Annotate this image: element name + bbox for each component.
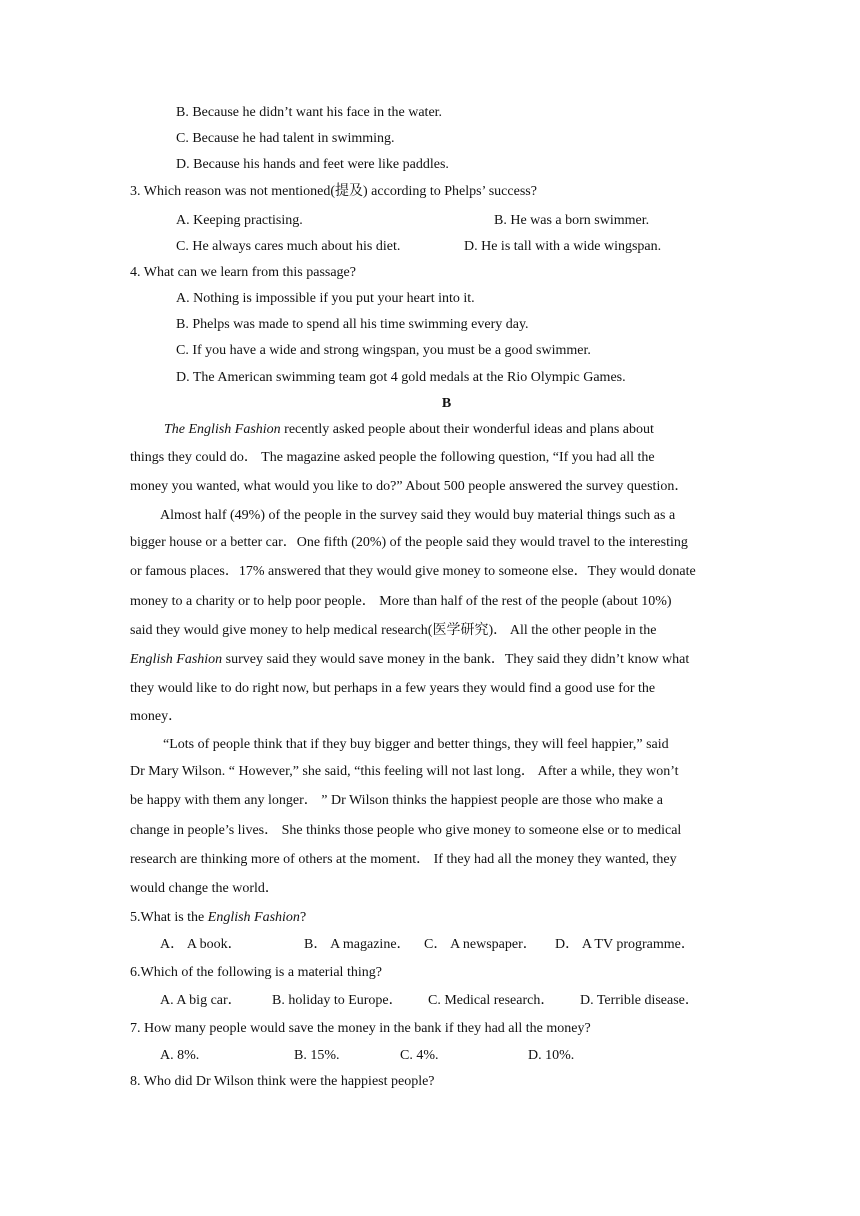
paragraph3-line3: be happy with them any longer． ” Dr Wilson thinks the happiest people are those who make a — [130, 793, 663, 808]
paragraph3-line4: change in people’s lives． She thinks those people who give money to someone else or to medical — [130, 823, 682, 838]
paragraph2-line7: they would like to do right now, but perhaps in a few years they would find a good use for the — [130, 681, 656, 696]
q5-option-c: C． A newspaper． — [424, 937, 537, 952]
q4-option-b: B. Phelps was made to spend all his time swimming every day. — [176, 317, 529, 332]
paragraph2-line4: money to a charity or to help poor people． More than half of the rest of the people (about 10%) — [130, 594, 672, 609]
q3-option-a: A. Keeping practising. — [176, 213, 303, 228]
paragraph3-line1: “Lots of people think that if they buy bigger and better things, they will feel happier,” said — [163, 737, 669, 752]
paragraph1-line2: things they could do． The magazine asked people the following question, “If you had all the — [130, 450, 655, 465]
q2-option-d: D. Because his hands and feet were like paddles. — [176, 157, 449, 172]
q5-option-a: A． A book． — [160, 937, 242, 952]
q5-option-d: D． A TV programme． — [555, 937, 695, 952]
paragraph2-line3: or famous places．17% answered that they would give money to someone else．They would donate — [130, 564, 696, 579]
q4-option-a: A. Nothing is impossible if you put your heart into it. — [176, 291, 475, 306]
q2-option-b: B. Because he didn’t want his face in the water. — [176, 105, 443, 120]
paragraph2-line6: English Fashion survey said they would save money in the bank．They said they didn’t know what — [130, 652, 690, 667]
paragraph3-line5: research are thinking more of others at the moment． If they had all the money they wanted, they — [130, 852, 677, 867]
paragraph2-line2: bigger house or a better car．One fifth (20%) of the people said they would travel to the interesting — [130, 535, 688, 550]
q5-option-b: B． A magazine． — [304, 937, 411, 952]
magazine-title: The English Fashion — [164, 422, 281, 437]
q3-option-b: B. He was a born swimmer. — [494, 213, 650, 228]
q2-option-c: C. Because he had talent in swimming. — [176, 131, 395, 146]
q7-option-c: C. 4%. — [400, 1048, 439, 1063]
paragraph2-line1: Almost half (49%) of the people in the survey said they would buy material things such as a — [160, 508, 676, 523]
q5-stem: 5.What is the English Fashion? — [130, 910, 307, 925]
q7-option-b: B. 15%. — [294, 1048, 340, 1063]
q7-option-a: A. 8%. — [160, 1048, 200, 1063]
section-heading: B — [441, 396, 452, 411]
paragraph3-line6: would change the world． — [130, 881, 279, 896]
paragraph2-line5: said they would give money to help medical research(医学研究)． All the other people in the — [130, 623, 657, 638]
paragraph1-line3: money you wanted, what would you like to do?” About 500 people answered the survey question． — [130, 479, 689, 494]
q3-option-c: C. He always cares much about his diet. — [176, 239, 401, 254]
q3-option-d: D. He is tall with a wide wingspan. — [464, 239, 662, 254]
paragraph3-line2: Dr Mary Wilson. “ However,” she said, “this feeling will not last long． After a while, they won’t — [130, 764, 679, 779]
q6-option-a: A. A big car． — [160, 993, 242, 1008]
q6-option-c: C. Medical research． — [428, 993, 555, 1008]
paragraph2-line8: money． — [130, 709, 183, 724]
paragraph1-line1: The English Fashion recently asked people about their wonderful ideas and plans about — [164, 422, 654, 437]
q4-stem: 4. What can we learn from this passage? — [130, 265, 356, 280]
q8-stem: 8. Who did Dr Wilson think were the happiest people? — [130, 1074, 435, 1089]
q6-option-b: B. holiday to Europe． — [272, 993, 403, 1008]
q6-option-d: D. Terrible disease． — [580, 993, 699, 1008]
q6-stem: 6.Which of the following is a material thing? — [130, 965, 382, 980]
q7-option-d: D. 10%. — [528, 1048, 575, 1063]
q3-stem: 3. Which reason was not mentioned(提及) according to Phelps’ success? — [130, 184, 537, 199]
q4-option-d: D. The American swimming team got 4 gold medals at the Rio Olympic Games. — [176, 370, 626, 385]
q7-stem: 7. How many people would save the money in the bank if they had all the money? — [130, 1021, 591, 1036]
q4-option-c: C. If you have a wide and strong wingspan, you must be a good swimmer. — [176, 343, 591, 358]
magazine-title-short: English Fashion — [130, 652, 223, 667]
